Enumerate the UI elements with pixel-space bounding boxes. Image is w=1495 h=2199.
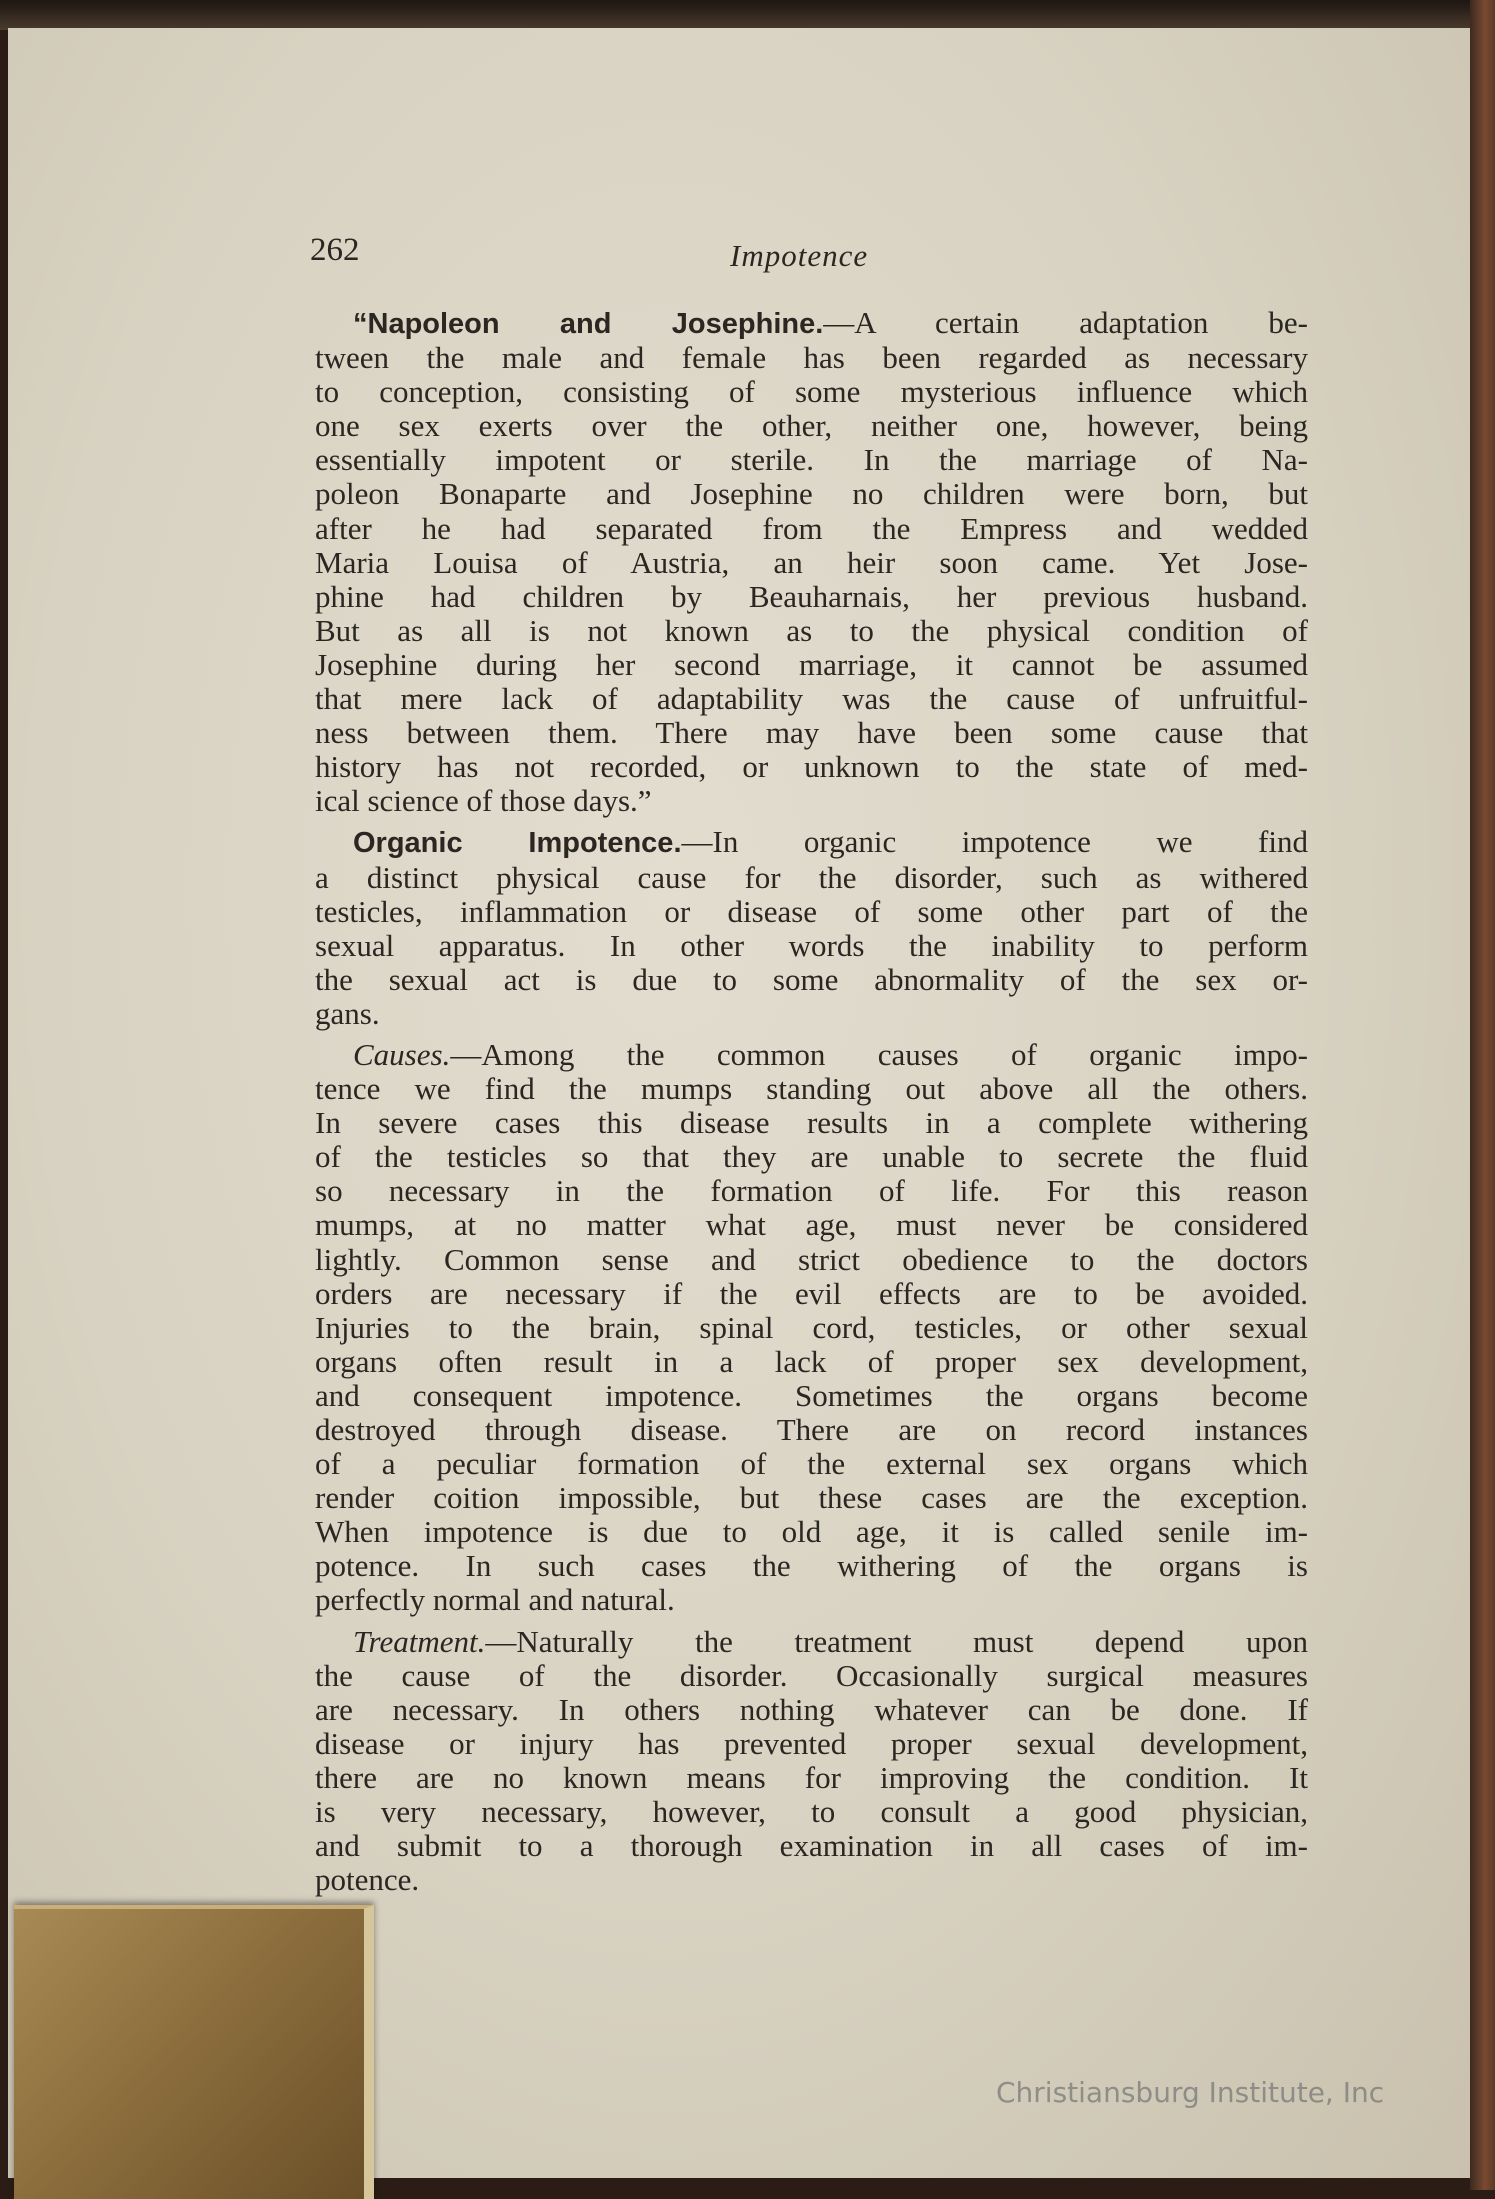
line-text: testicles, inflammation or disease of some other part of the	[315, 893, 1308, 929]
line-text: When impotence is due to old age, it is called senile im-	[315, 1514, 1308, 1550]
line-text: to conception, consisting of some mysterious influence which	[315, 374, 1308, 410]
paragraph	[315, 1038, 1308, 1618]
line-text: are necessary. In others nothing whatever can be done. If	[315, 1691, 1308, 1727]
line-text: lightly. Common sense and strict obedience to the doctors	[315, 1241, 1308, 1277]
line-text: tween the male and female has been regarded as necessary	[315, 340, 1308, 376]
line-text: after he had separated from the Empress and wedded	[315, 510, 1308, 546]
text-line	[315, 1140, 1308, 1174]
line-text: the sexual act is due to some abnormality of the sex or-	[315, 961, 1308, 997]
text-line	[315, 1515, 1308, 1549]
text-line	[315, 784, 1308, 818]
line-text: destroyed through disease. There are on record instances	[315, 1412, 1308, 1447]
line-text: sexual apparatus. In other words the inability to perform	[315, 927, 1308, 963]
text-line	[315, 1174, 1308, 1208]
running-head: Impotence	[730, 238, 869, 273]
text-line	[315, 1829, 1308, 1863]
line-text: there are no known means for improving the condition. It	[315, 1759, 1308, 1795]
text-line	[315, 1693, 1308, 1727]
line-text: perfectly normal and natural.	[315, 1582, 675, 1618]
paragraph	[315, 1625, 1308, 1898]
line-text: Josephine during her second marriage, it cannot be assumed	[315, 646, 1308, 682]
text-line	[315, 1413, 1308, 1447]
book-top-edge	[0, 0, 1495, 30]
line-text: organs often result in a lack of proper sex development,	[315, 1343, 1308, 1379]
line-text: —A certain adaptation be-	[823, 305, 1308, 340]
text-line	[315, 580, 1308, 614]
text-line	[315, 861, 1308, 895]
line-text: one sex exerts over the other, neither one, however, being	[315, 408, 1308, 444]
text-line	[315, 1208, 1308, 1242]
text-line	[315, 648, 1308, 682]
text-line	[315, 512, 1308, 546]
text-line	[315, 1625, 1308, 1659]
line-text: poleon Bonaparte and Josephine no children were born, but	[315, 476, 1308, 512]
watermark: Christiansburg Institute, Inc	[996, 2076, 1385, 2109]
line-text: —Naturally the treatment must depend upon	[485, 1623, 1308, 1659]
line-text: history has not recorded, or unknown to the state of med-	[315, 749, 1308, 785]
paragraph-heading: Causes.	[353, 1036, 451, 1072]
line-text: ical science of those days.”	[315, 783, 652, 819]
text-line	[315, 614, 1308, 648]
gold-book-object	[14, 1905, 374, 2199]
paragraph	[315, 825, 1308, 1031]
line-text: and consequent impotence. Sometimes the organs become	[315, 1377, 1308, 1413]
line-text: of a peculiar formation of the external sex organs which	[315, 1446, 1308, 1482]
text-line	[315, 1106, 1308, 1140]
line-text: potence.	[315, 1862, 420, 1898]
line-text: tence we find the mumps standing out above all the others.	[315, 1071, 1308, 1107]
text-line	[315, 1379, 1308, 1413]
text-line	[315, 1659, 1308, 1693]
text-line	[315, 1311, 1308, 1345]
line-text: mumps, at no matter what age, must never be considered	[315, 1207, 1308, 1243]
line-text: is very necessary, however, to consult a good physician,	[315, 1794, 1308, 1830]
paragraph-heading: Treatment.	[353, 1623, 486, 1659]
page-number: 262	[310, 232, 360, 268]
text-line	[315, 716, 1308, 750]
text-line	[315, 997, 1308, 1031]
text-line	[315, 963, 1308, 997]
text-line	[315, 1243, 1308, 1277]
text-line	[315, 375, 1308, 409]
text-line	[315, 1583, 1308, 1617]
text-line	[315, 1795, 1308, 1829]
text-line	[315, 1863, 1308, 1897]
paragraph-heading: “Napoleon and Josephine.	[353, 308, 824, 340]
line-text: render coition impossible, but these cases are the exception.	[315, 1480, 1308, 1516]
paragraph	[315, 306, 1308, 818]
line-text: —In organic impotence we find	[681, 824, 1308, 860]
text-line	[315, 895, 1308, 929]
line-text: —Among the common causes of organic impo-	[450, 1036, 1308, 1072]
line-text: disease or injury has prevented proper sexual development,	[315, 1725, 1308, 1761]
line-text: phine had children by Beauharnais, her previous husband.	[315, 578, 1308, 614]
line-text: But as all is not known as to the physical condition of	[315, 612, 1308, 648]
book-spine-edge	[1470, 0, 1495, 2190]
text-line	[315, 546, 1308, 580]
line-text: Maria Louisa of Austria, an heir soon came. Yet Jose-	[315, 544, 1308, 580]
line-text: a distinct physical cause for the disorder, such as withered	[315, 859, 1308, 895]
line-text: gans.	[315, 995, 380, 1031]
text-line	[315, 825, 1308, 860]
body-text	[315, 306, 1308, 1904]
line-text: ness between them. There may have been some cause that	[315, 715, 1308, 751]
text-line	[315, 929, 1308, 963]
line-text: In severe cases this disease results in a complete withering	[315, 1105, 1308, 1141]
line-text: Injuries to the brain, spinal cord, testicles, or other sexual	[315, 1309, 1308, 1345]
line-text: orders are necessary if the evil effects are to be avoided.	[315, 1275, 1308, 1311]
text-line	[315, 443, 1308, 477]
text-line	[315, 682, 1308, 716]
line-text: that mere lack of adaptability was the cause of unfruitful-	[315, 681, 1308, 717]
text-line	[315, 750, 1308, 784]
text-line	[315, 1072, 1308, 1106]
text-line	[315, 477, 1308, 511]
line-text: and submit to a thorough examination in all cases of im-	[315, 1828, 1308, 1864]
line-text: potence. In such cases the withering of the organs is	[315, 1548, 1308, 1584]
line-text: the cause of the disorder. Occasionally surgical measures	[315, 1657, 1308, 1693]
line-text: so necessary in the formation of life. For this reason	[315, 1173, 1308, 1209]
text-line	[315, 1447, 1308, 1481]
text-line	[315, 1727, 1308, 1761]
text-line	[315, 1549, 1308, 1583]
paragraph-heading: Organic Impotence.	[353, 827, 682, 860]
text-line	[315, 409, 1308, 443]
text-line	[315, 1277, 1308, 1311]
text-line	[315, 1761, 1308, 1795]
text-line	[315, 1345, 1308, 1379]
text-line	[315, 1038, 1308, 1072]
line-text: essentially impotent or sterile. In the marriage of Na-	[315, 442, 1308, 478]
text-line	[315, 1481, 1308, 1515]
line-text: of the testicles so that they are unable to secrete the fluid	[315, 1139, 1308, 1175]
text-line	[315, 341, 1308, 375]
text-line	[315, 306, 1308, 341]
